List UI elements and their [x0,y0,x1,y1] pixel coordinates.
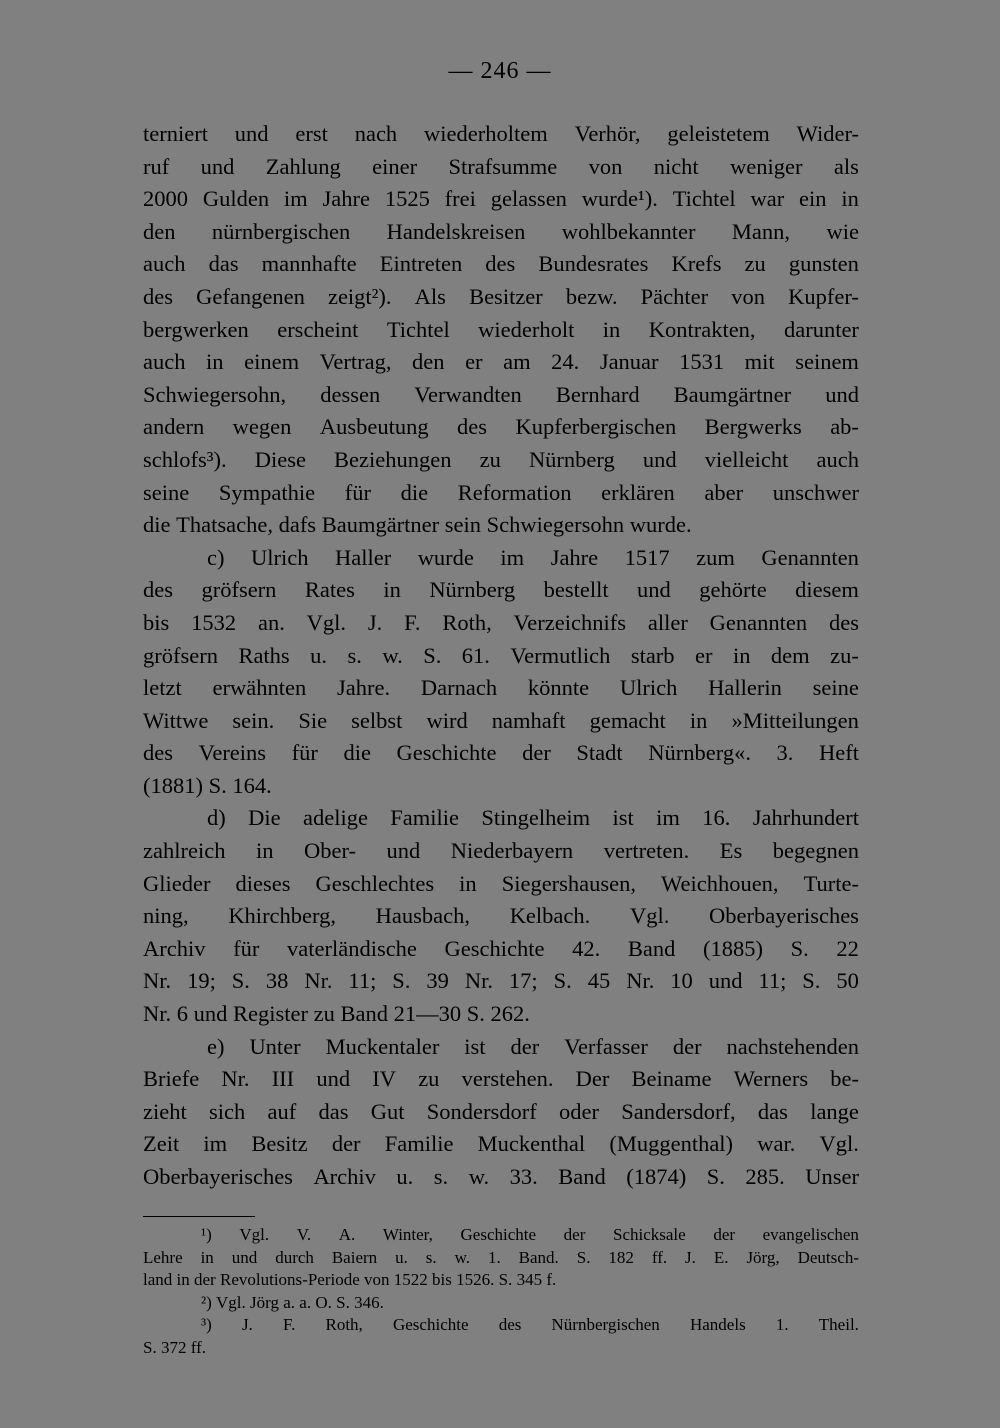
text-line: den nürnbergischen Handelskreisen wohlbekannter Mann, wie [143,218,859,244]
text-line: bis 1532 an. Vgl. J. F. Roth, Verzeichnifs aller Genannten des [143,609,859,635]
text-line: 2000 Gulden im Jahre 1525 frei gelassen wurde¹). Tichtel war ein in [143,186,859,212]
footnote [143,1314,859,1359]
text-line: ruf und Zahlung einer Strafsumme von nicht weniger als [143,153,859,179]
footnote [143,1224,859,1292]
text-line: schlofs³). Diese Beziehungen zu Nürnberg und vielleicht auch [143,446,859,472]
text-line: e) Unter Muckentaler ist der Verfasser der nachstehenden [207,1033,859,1059]
text-line: Archiv für vaterländische Geschichte 42. Band (1885) S. 22 [143,935,859,961]
text-line: d) Die adelige Familie Stingelheim ist im 16. Jahrhundert [207,805,859,831]
text-line: Zeit im Besitz der Familie Muckenthal (Muggenthal) war. Vgl. [143,1131,859,1157]
text-line: Wittwe sein. Sie selbst wird namhaft gemacht in »Mitteilungen [143,707,859,733]
text-line: des gröfsern Rates in Nürnberg bestellt und gehörte diesem [143,577,859,603]
text-line: andern wegen Ausbeutung des Kupferbergischen Bergwerks ab- [143,414,859,440]
text-line: Briefe Nr. III und IV zu verstehen. Der Beiname Werners be- [143,1066,859,1092]
text-line: Glieder dieses Geschlechtes in Siegershausen, Weichhouen, Turte- [143,870,859,896]
paragraph [143,1031,859,1194]
footnote-line: S. 372 ff. [143,1337,206,1357]
body-text [143,118,859,1194]
text-line: Schwiegersohn, dessen Verwandten Bernhard Baumgärtner und [143,381,859,407]
footnotes [143,1224,859,1359]
footnote-line: ²) Vgl. Jörg a. a. O. S. 346. [201,1292,384,1312]
text-line: seine Sympathie für die Reformation erklären aber unschwer [143,479,859,505]
text-line: Oberbayerisches Archiv u. s. w. 33. Band (1874) S. 285. Unser [143,1164,859,1189]
paragraph [143,118,859,542]
footnote [143,1292,859,1315]
text-line: des Vereins für die Geschichte der Stadt Nürnberg«. 3. Heft [143,740,859,766]
text-line: bergwerken erscheint Tichtel wiederholt in Kontrakten, darunter [143,316,859,342]
text-line: c) Ulrich Haller wurde im Jahre 1517 zum Genannten [207,544,859,570]
text-line: terniert und erst nach wiederholtem Verhör, geleistetem Wider- [143,121,859,146]
paragraph [143,542,859,803]
text-line: Nr. 19; S. 38 Nr. 11; S. 39 Nr. 17; S. 45 Nr. 10 und 11; S. 50 [143,968,859,994]
text-line: zieht sich auf das Gut Sondersdorf oder Sandersdorf, das lange [143,1098,859,1124]
footnote-line: ³) J. F. Roth, Geschichte des Nürnbergischen Handels 1. Theil. [201,1315,859,1334]
paragraph [143,802,859,1030]
footnote-divider [143,1216,255,1217]
page-number: — 246 — [448,58,552,84]
text-line: zahlreich in Ober- und Niederbayern vertreten. Es begegnen [143,838,859,864]
text-line: Nr. 6 und Register zu Band 21—30 S. 262. [143,1001,530,1027]
footnote-line: ¹) Vgl. V. A. Winter, Geschichte der Schicksale der evangelischen [201,1225,859,1244]
text-line: auch das mannhafte Eintreten des Bundesrates Krefs zu gunsten [143,251,859,277]
text-line: ning, Khirchberg, Hausbach, Kelbach. Vgl. Oberbayerisches [143,903,859,929]
text-line: die Thatsache, dafs Baumgärtner sein Schwiegersohn wurde. [143,512,692,538]
footnote-line: land in der Revolutions-Periode von 1522 bis 1526. S. 345 f. [143,1270,557,1289]
text-line: des Gefangenen zeigt²). Als Besitzer bezw. Pächter von Kupfer- [143,283,859,309]
footnote-line: Lehre in und durch Baiern u. s. w. 1. Band. S. 182 ff. J. E. Jörg, Deutsch- [143,1247,859,1267]
text-line: auch in einem Vertrag, den er am 24. Januar 1531 mit seinem [143,349,859,375]
text-line: gröfsern Raths u. s. w. S. 61. Vermutlich starb er in dem zu- [143,642,859,668]
text-line: (1881) S. 164. [143,772,272,798]
text-line: letzt erwähnten Jahre. Darnach könnte Ulrich Hallerin seine [143,675,859,701]
